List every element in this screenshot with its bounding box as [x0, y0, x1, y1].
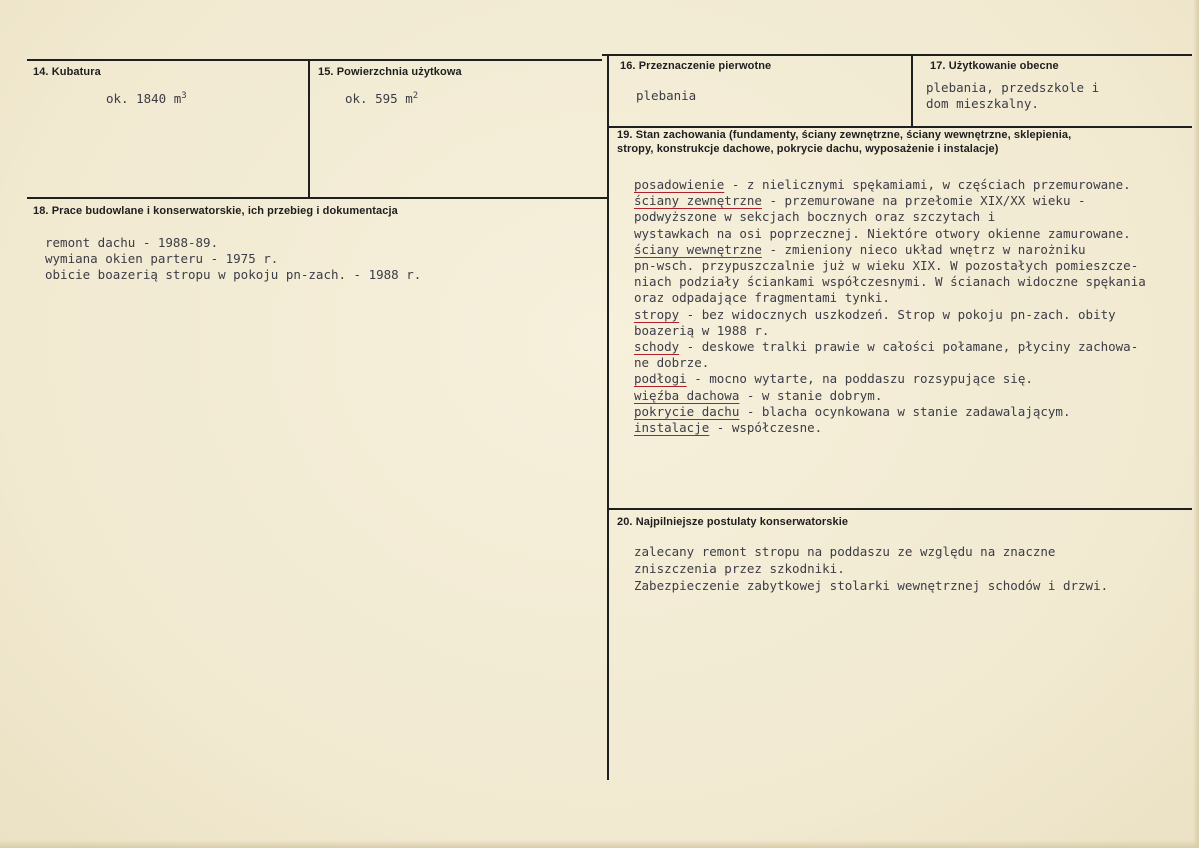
term-wiezba-dachowa: więźba dachowa	[634, 387, 740, 403]
field-19-body	[634, 177, 1146, 436]
text-sciany-wewnetrzne: - zmieniony nieco układ wnętrz w narożniku pn-wsch. przypuszczalnie już w wieku XIX. W pozostałych pomieszcze- niach podziały ściankami współczesnymi. W ścianach widoczne spękania oraz odpadające fragmentami tynki.	[634, 241, 1146, 306]
field-17-line-2: dom mieszkalny.	[926, 96, 1039, 111]
paper-edge-right	[1193, 0, 1199, 848]
text-posadowienie: - z nielicznymi spękamiami, w częściach przemurowane.	[724, 177, 1131, 192]
divider-16-17	[911, 54, 913, 126]
field-19-label: 19. Stan zachowania (fundamenty, ściany zewnętrzne, ściany wewnętrzne, sklepienia, stropy, konstrukcje dachowe, pokrycie dachu, wyposażenie i instalacje)	[617, 129, 1072, 155]
term-podlogi: podłogi	[634, 371, 687, 387]
field-17-label: 17. Użytkowanie obecne	[930, 60, 1059, 72]
rule-above-20	[607, 508, 1192, 510]
term-instalacje: instalacje	[634, 420, 710, 436]
text-wiezba-dachowa: - w stanie dobrym.	[739, 387, 883, 403]
field-16-label: 16. Przeznaczenie pierwotne	[620, 60, 772, 72]
field-15-label: 15. Powierzchnia użytkowa	[318, 66, 462, 78]
field-15-value	[345, 88, 418, 107]
field-16-value: plebania	[636, 88, 697, 103]
term-posadowienie: posadowienie	[634, 177, 725, 192]
field-14-label: 14. Kubatura	[33, 66, 101, 78]
term-schody: schody	[634, 339, 680, 355]
kubatura-value: ok. 1840 m	[106, 91, 182, 107]
field-18-line-1: remont dachu - 1988-89.	[45, 235, 219, 250]
field-20-line-1: zalecany remont stropu na poddaszu ze względu na znaczne	[634, 544, 1056, 559]
field-18-line-3: obicie boazerią stropu w pokoju pn-zach. - 1988 r.	[45, 267, 422, 282]
divider-14-15	[308, 59, 310, 197]
divider-left-right	[607, 54, 609, 780]
kubatura-unit-exponent: 3	[181, 91, 187, 101]
text-schody: - deskowe tralki prawie w całości połamane, płyciny zachowa- ne dobrze.	[634, 339, 1139, 371]
field-14-value	[106, 88, 187, 107]
text-sciany-zewnetrzne: - przemurowane na przełomie XIX/XX wieku - podwyższone w sekcjach bocznych oraz szczytach i wystawkach na osi poprzecznej. Niektóre otwory okienne zamurowane.	[634, 193, 1131, 241]
field-17-line-1: plebania, przedszkole i	[926, 80, 1100, 95]
term-sciany-wewnetrzne: ściany wewnętrzne	[634, 241, 762, 257]
top-rule-right	[602, 54, 1192, 56]
term-stropy: stropy	[634, 306, 680, 322]
field-18-label: 18. Prace budowlane i konserwatorskie, ich przebieg i dokumentacja	[33, 205, 398, 217]
term-pokrycie-dachu: pokrycie dachu	[634, 403, 740, 419]
paper-edge-bottom	[0, 840, 1199, 848]
field-20-line-2: zniszczenia przez szkodniki.	[634, 561, 845, 576]
text-podlogi: - mocno wytarte, na poddaszu rozsypujące się.	[686, 371, 1033, 387]
field-20-line-3: Zabezpieczenie zabytkowej stolarki wewnętrznej schodów i drzwi.	[634, 578, 1109, 593]
area-unit-exponent: 2	[412, 91, 419, 101]
term-sciany-zewnetrzne: ściany zewnętrzne	[634, 193, 762, 209]
text-pokrycie-dachu: - blacha ocynkowana w stanie zadawalającym.	[739, 403, 1071, 419]
top-rule-left	[27, 59, 602, 61]
text-instalacje: - współczesne.	[709, 420, 823, 436]
field-18-line-2: wymiana okien parteru - 1975 r.	[45, 251, 279, 266]
text-stropy: - bez widocznych uszkodzeń. Strop w pokoju pn-zach. obity boazerią w 1988 r.	[634, 306, 1116, 338]
area-value: ok. 595 m	[345, 91, 413, 107]
rule-above-18	[27, 197, 608, 199]
field-20-label: 20. Najpilniejsze postulaty konserwatorskie	[617, 516, 849, 528]
